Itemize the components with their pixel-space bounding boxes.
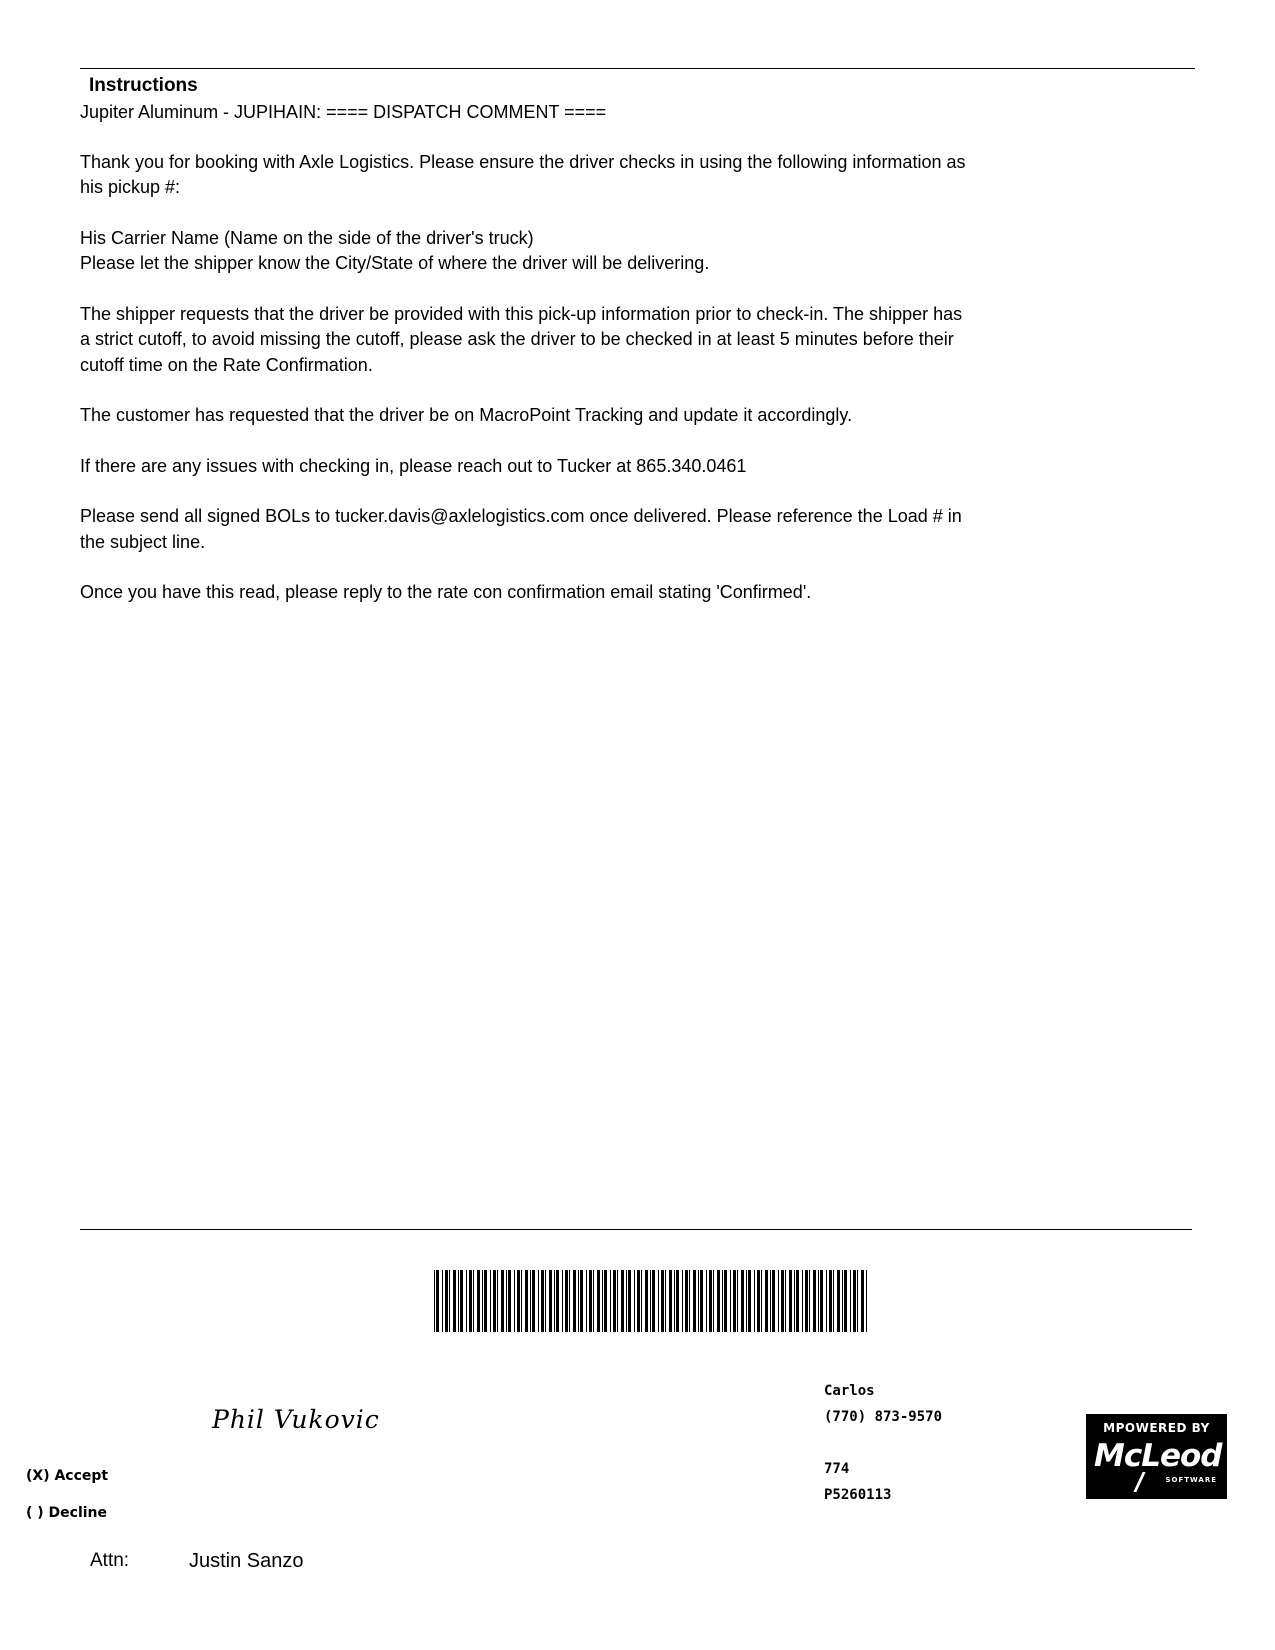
barcode-bar <box>602 1270 603 1332</box>
barcode-bar <box>700 1270 703 1332</box>
barcode-bar <box>754 1270 755 1332</box>
logo-slash <box>1133 1472 1145 1492</box>
barcode-bar <box>805 1270 808 1332</box>
barcode-bar <box>785 1270 786 1332</box>
attn-label: Attn: <box>90 1550 130 1571</box>
barcode-bar <box>658 1270 659 1332</box>
contact-code: 774 <box>824 1461 850 1477</box>
barcode-bar <box>604 1270 607 1332</box>
barcode-bar <box>674 1270 675 1332</box>
barcode-bar <box>586 1270 587 1332</box>
barcode-bar <box>445 1270 448 1332</box>
barcode-bar <box>466 1270 467 1332</box>
barcode-bar <box>713 1270 714 1332</box>
barcode-bar <box>772 1270 775 1332</box>
barcode-bar <box>809 1270 810 1332</box>
barcode-bar <box>689 1270 690 1332</box>
barcode-bar <box>497 1270 498 1332</box>
instruction-paragraph: Once you have this read, please reply to the rate con confirmation email stating 'Confirmed'. <box>80 582 812 602</box>
barcode-bar <box>469 1270 472 1332</box>
barcode-bar <box>508 1270 511 1332</box>
barcode-bar <box>458 1270 459 1332</box>
barcode-bar <box>730 1270 731 1332</box>
barcode-bar <box>634 1270 635 1332</box>
barcode-bar <box>820 1270 823 1332</box>
barcode-bar <box>501 1270 504 1332</box>
barcode-bar <box>661 1270 664 1332</box>
barcode-bar <box>737 1270 738 1332</box>
barcode-bar <box>621 1270 624 1332</box>
barcode-bar <box>453 1270 456 1332</box>
barcode-bar <box>844 1270 847 1332</box>
barcode-bar <box>722 1270 723 1332</box>
barcode-bar <box>641 1270 642 1332</box>
barcode-bar <box>477 1270 480 1332</box>
barcode-bar <box>794 1270 795 1332</box>
barcode-bar <box>748 1270 751 1332</box>
barcode-bar <box>541 1270 544 1332</box>
barcode-bar <box>554 1270 555 1332</box>
barcode-bar <box>490 1270 491 1332</box>
barcode-bar <box>746 1270 747 1332</box>
logo-brand-text: McLeod <box>1094 1438 1222 1474</box>
barcode-bar <box>580 1270 583 1332</box>
top-rule <box>80 68 1195 69</box>
barcode-bar <box>833 1270 834 1332</box>
mcleod-logo <box>1086 1414 1227 1499</box>
barcode-bar <box>765 1270 768 1332</box>
barcode-bar <box>796 1270 799 1332</box>
barcode-bar <box>482 1270 483 1332</box>
barcode-bar <box>724 1270 727 1332</box>
barcode-bar <box>538 1270 539 1332</box>
barcode-bar <box>693 1270 696 1332</box>
barcode-bar <box>610 1270 611 1332</box>
barcode-bar <box>442 1270 443 1332</box>
barcode-bar <box>757 1270 760 1332</box>
logo-powered-text: MPOWERED BY <box>1103 1421 1210 1435</box>
barcode-bar <box>682 1270 683 1332</box>
barcode-bar <box>521 1270 522 1332</box>
barcode-bar <box>565 1270 568 1332</box>
barcode-bar <box>573 1270 576 1332</box>
barcode-bar <box>460 1270 463 1332</box>
accept-option: (X) Accept <box>26 1468 109 1484</box>
barcode-bar <box>866 1270 867 1332</box>
barcode-bar <box>597 1270 600 1332</box>
barcode-bar <box>698 1270 699 1332</box>
barcode-bar <box>514 1270 515 1332</box>
decline-option: ( ) Decline <box>26 1505 108 1521</box>
barcode-bar <box>645 1270 648 1332</box>
instruction-paragraph: Please send all signed BOLs to tucker.davis@axlelogistics.com once delivered. Please reference the Load # in the subject line. <box>80 506 962 552</box>
barcode-bar <box>669 1270 672 1332</box>
barcode-bar <box>733 1270 736 1332</box>
barcode-bar <box>525 1270 528 1332</box>
signature: Phil Vukovic <box>212 1405 380 1434</box>
barcode-bar <box>709 1270 712 1332</box>
instruction-paragraph: Jupiter Aluminum - JUPIHAIN: ==== DISPATCH COMMENT ==== <box>80 102 607 122</box>
instructions-heading: Instructions <box>89 75 198 96</box>
barcode-bar <box>650 1270 651 1332</box>
barcode-bar <box>562 1270 563 1332</box>
barcode-bar <box>436 1270 439 1332</box>
barcode-bar <box>549 1270 552 1332</box>
barcode-bar <box>826 1270 827 1332</box>
instruction-paragraph: Thank you for booking with Axle Logistics. Please ensure the driver checks in using the following information as his pickup #: <box>80 151 966 197</box>
barcode-bar <box>473 1270 474 1332</box>
barcode-bar <box>850 1270 851 1332</box>
instruction-paragraph: The shipper requests that the driver be provided with this pick-up information prior to check-in. The shipper has a strict cutoff, to avoid missing the cutoff, please ask the driver to be checked in at least 5 minutes before their cutoff time on the Rate Confirmation. <box>80 303 963 375</box>
bottom-rule <box>80 1229 1192 1230</box>
barcode-bar <box>613 1270 616 1332</box>
barcode-bar <box>802 1270 803 1332</box>
barcode-bar <box>837 1270 840 1332</box>
barcode-bar <box>449 1270 450 1332</box>
barcode-bar <box>741 1270 744 1332</box>
barcode-bar <box>665 1270 666 1332</box>
barcode-bar <box>770 1270 771 1332</box>
barcode-bar <box>706 1270 707 1332</box>
barcode-bar <box>652 1270 655 1332</box>
barcode-bar <box>861 1270 864 1332</box>
barcode-bar <box>569 1270 570 1332</box>
attn-name: Justin Sanzo <box>189 1550 304 1572</box>
contact-name: Carlos <box>824 1383 875 1399</box>
barcode-bar <box>676 1270 679 1332</box>
barcode-bar <box>778 1270 779 1332</box>
barcode-bar <box>493 1270 496 1332</box>
contact-ref: P5260113 <box>824 1487 892 1503</box>
barcode-bar <box>593 1270 594 1332</box>
barcode-bar <box>685 1270 688 1332</box>
instruction-paragraph: The customer has requested that the driver be on MacroPoint Tracking and update it accordingly. <box>80 405 853 425</box>
instruction-paragraph: His Carrier Name (Name on the side of the driver's truck) Please let the shipper know the City/State of where the driver will be delivering. <box>80 227 710 273</box>
instructions-section <box>80 74 1120 631</box>
barcode-bar <box>545 1270 546 1332</box>
barcode-bar <box>628 1270 631 1332</box>
barcode-bar <box>818 1270 819 1332</box>
barcode-bar <box>589 1270 592 1332</box>
contact-phone: (770) 873-9570 <box>824 1409 943 1425</box>
barcode-bar <box>789 1270 792 1332</box>
barcode-bar <box>626 1270 627 1332</box>
barcode-bar <box>530 1270 531 1332</box>
instruction-paragraph: If there are any issues with checking in, please reach out to Tucker at 865.340.0461 <box>80 455 747 476</box>
barcode-bar <box>829 1270 832 1332</box>
barcode-bar <box>556 1270 559 1332</box>
barcode-bar <box>506 1270 507 1332</box>
barcode-bar <box>637 1270 640 1332</box>
barcode-bar <box>857 1270 858 1332</box>
barcode-bar <box>484 1270 487 1332</box>
barcode-bar <box>617 1270 618 1332</box>
barcode-bar <box>517 1270 520 1332</box>
barcode-bar <box>761 1270 762 1332</box>
logo-software-text: SOFTWARE <box>1165 1476 1217 1484</box>
barcode-bar <box>853 1270 856 1332</box>
barcode <box>434 1270 867 1332</box>
barcode-bar <box>781 1270 784 1332</box>
barcode-bar <box>532 1270 535 1332</box>
barcode-bar <box>434 1270 435 1332</box>
barcode-bar <box>578 1270 579 1332</box>
barcode-bar <box>842 1270 843 1332</box>
barcode-bar <box>717 1270 720 1332</box>
barcode-bar <box>813 1270 816 1332</box>
